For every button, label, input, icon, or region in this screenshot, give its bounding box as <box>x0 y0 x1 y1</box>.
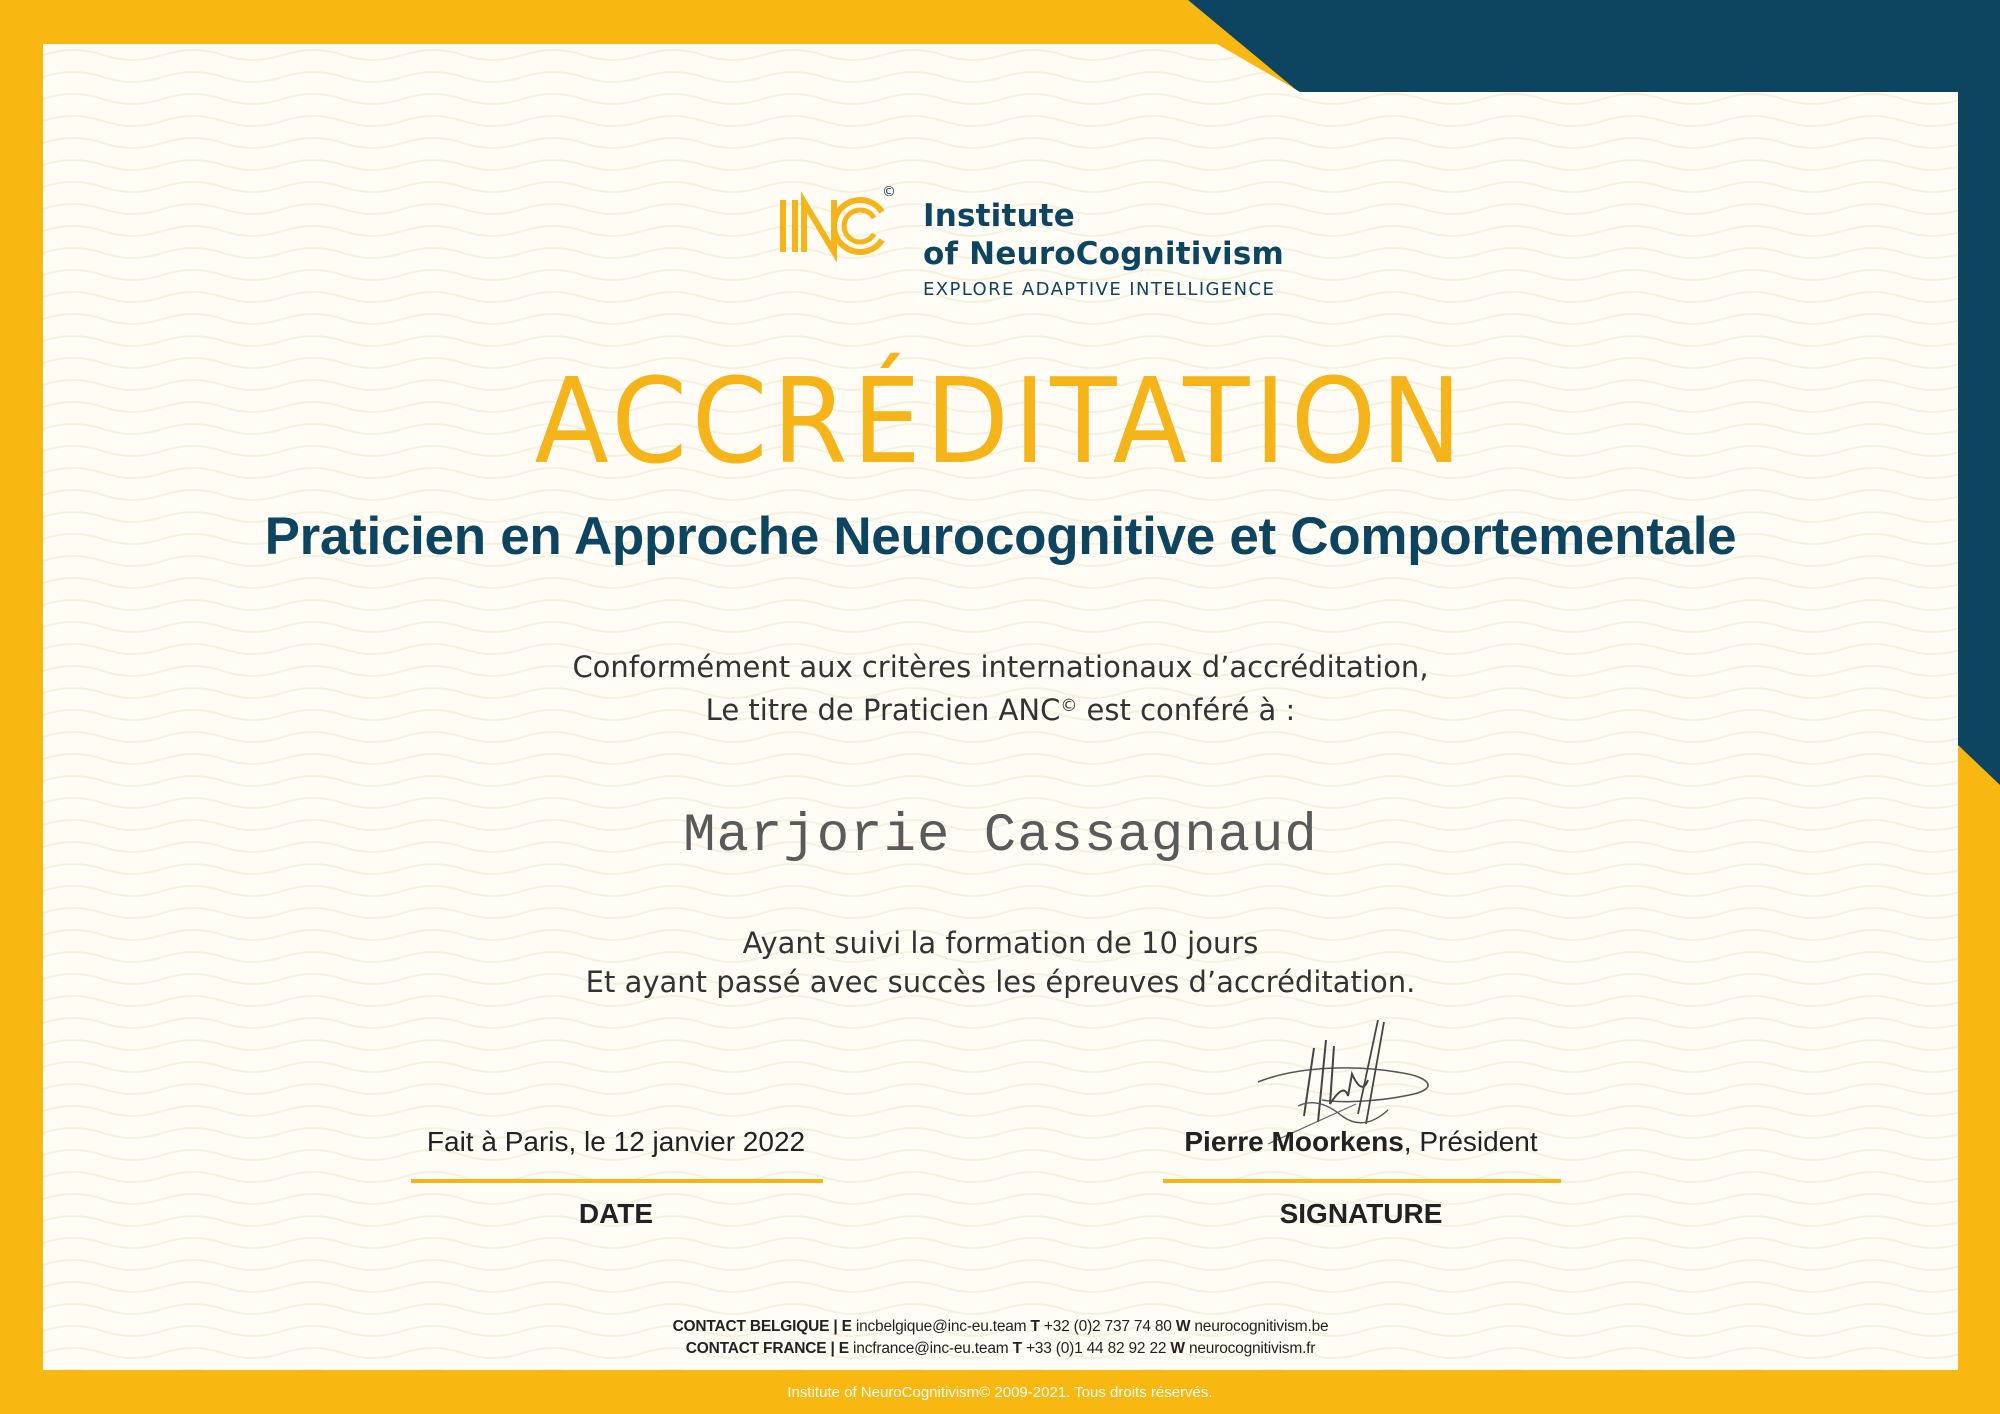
recipient-name: Marjorie Cassagnaud <box>683 806 1318 867</box>
copyright-notice: Institute of NeuroCognitivism© 2009-2021. Tous droits réservés. <box>787 1384 1213 1401</box>
certificate-subtitle: Praticien en Approche Neurocognitive et Comportementale <box>264 507 1737 566</box>
intro-line-1: Conformément aux critères internationaux d’accréditation, <box>572 650 1429 684</box>
logo-institute-text: Institute <box>923 198 1076 234</box>
signatory <box>1161 1126 1561 1158</box>
training-line-1: Ayant suivi la formation de 10 jours <box>742 926 1259 960</box>
contact-fr-phone: +33 (0)1 44 82 92 22 <box>1021 1340 1171 1357</box>
certificate-panel <box>43 44 1958 1370</box>
intro-line-2-start: Le titre de Praticien ANC <box>705 693 1061 727</box>
contact-be-w: W <box>1175 1318 1191 1335</box>
signature-label: SIGNATURE <box>1279 1198 1443 1229</box>
certificate-title: ACCRÉDITATION <box>534 352 1467 490</box>
contact-france <box>43 1340 1958 1358</box>
contact-belgium <box>43 1318 1958 1336</box>
contact-be-web: neurocognitivism.be <box>1190 1318 1329 1335</box>
date-underline <box>411 1179 823 1183</box>
date-label: DATE <box>578 1198 654 1229</box>
date-value: Fait à Paris, le 12 janvier 2022 <box>426 1126 806 1157</box>
signatory-name: Pierre Moorkens <box>1184 1126 1404 1157</box>
signature-underline <box>1163 1179 1561 1183</box>
inc-logo <box>778 146 1338 300</box>
contact-fr-t: T <box>1012 1340 1022 1357</box>
signatory-role: , Président <box>1403 1126 1538 1157</box>
training-line-2: Et ayant passé avec succès les épreuves d’accréditation. <box>585 965 1416 999</box>
intro-line-2-end: est conféré à : <box>1077 693 1296 727</box>
contact-fr-w: W <box>1170 1340 1185 1357</box>
training-text <box>43 924 1958 1002</box>
contact-be-phone: +32 (0)2 737 74 80 <box>1039 1318 1176 1335</box>
copyright-mark: © <box>1060 696 1078 716</box>
inc-logo-icon <box>778 182 920 262</box>
intro-text <box>43 648 1958 730</box>
contact-be-label: CONTACT BELGIQUE | E <box>672 1318 852 1335</box>
contact-fr-web: neurocognitivism.fr <box>1184 1340 1316 1357</box>
contact-fr-label: CONTACT FRANCE | E <box>685 1340 849 1357</box>
contact-be-email: incbelgique@inc-eu.team <box>851 1318 1031 1335</box>
contact-be-t: T <box>1030 1318 1040 1335</box>
svg-text:©: © <box>882 184 896 200</box>
logo-neurocognitivism-text: of NeuroCognitivism <box>923 236 1284 272</box>
intro-line-2 <box>43 687 1958 730</box>
contact-fr-email: incfrance@inc-eu.team <box>848 1340 1013 1357</box>
logo-tagline: EXPLORE ADAPTIVE INTELLIGENCE <box>923 279 1276 300</box>
